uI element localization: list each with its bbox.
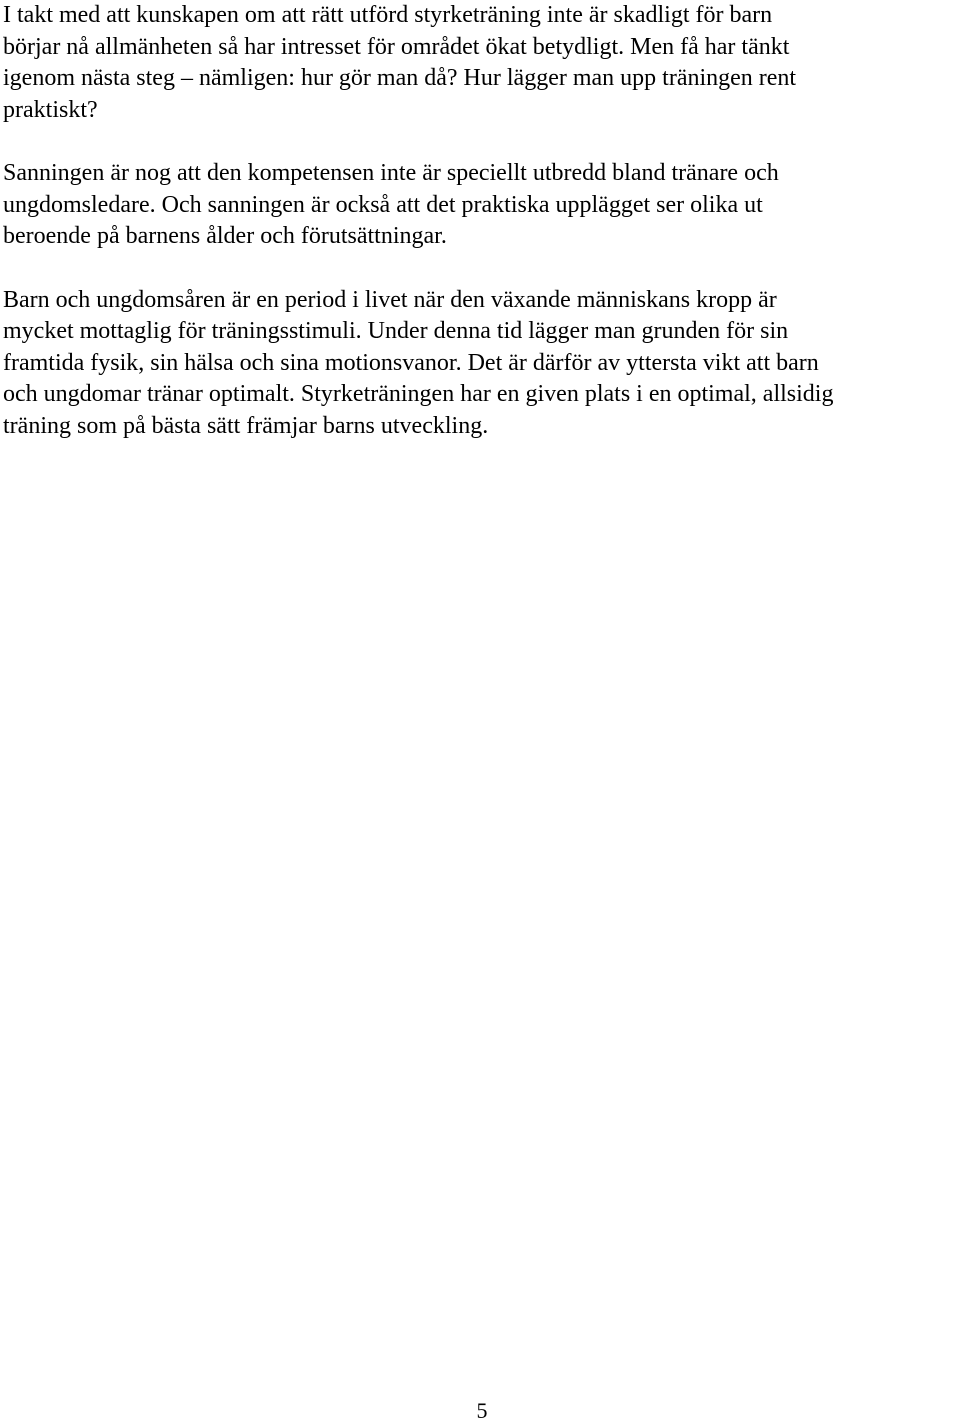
paragraph-line: igenom nästa steg – nämligen: hur gör man då? Hur lägger man upp träningen rent — [3, 65, 797, 91]
body-text — [3, 0, 960, 442]
paragraph-line: framtida fysik, sin hälsa och sina motionsvanor. Det är därför av yttersta vikt att barn — [3, 349, 819, 376]
paragraph-line: börjar nå allmänheten så har intresset för området ökat betydligt. Men få har tänkt — [3, 33, 790, 60]
paragraph-line: beroende på barnens ålder och förutsättningar. — [3, 223, 447, 249]
paragraph-spacer — [3, 253, 960, 285]
paragraph-spacer — [3, 126, 960, 158]
paragraph-2 — [3, 158, 960, 253]
paragraph-line: I takt med att kunskapen om att rätt utförd styrketräning inte är skadligt för barn — [3, 2, 773, 28]
page-number: 5 — [476, 1398, 488, 1423]
paragraph-line: Barn och ungdomsåren är en period i livet när den växande människans kropp är — [3, 286, 777, 313]
paragraph-line: Sanningen är nog att den kompetensen inte är speciellt utbredd bland tränare och — [3, 160, 779, 186]
paragraph-line: ungdomsledare. Och sanningen är också att det praktiska upplägget ser olika ut — [3, 191, 763, 218]
paragraph-line: praktiskt? — [3, 96, 98, 123]
paragraph-3 — [3, 285, 960, 443]
paragraph-line: träning som på bästa sätt främjar barns utveckling. — [3, 412, 489, 439]
paragraph-1 — [3, 0, 960, 126]
paragraph-line: mycket mottaglig för träningsstimuli. Under denna tid lägger man grunden för sin — [3, 318, 789, 344]
paragraph-line: och ungdomar tränar optimalt. Styrketräningen har en given plats i en optimal, allsidig — [3, 381, 834, 407]
